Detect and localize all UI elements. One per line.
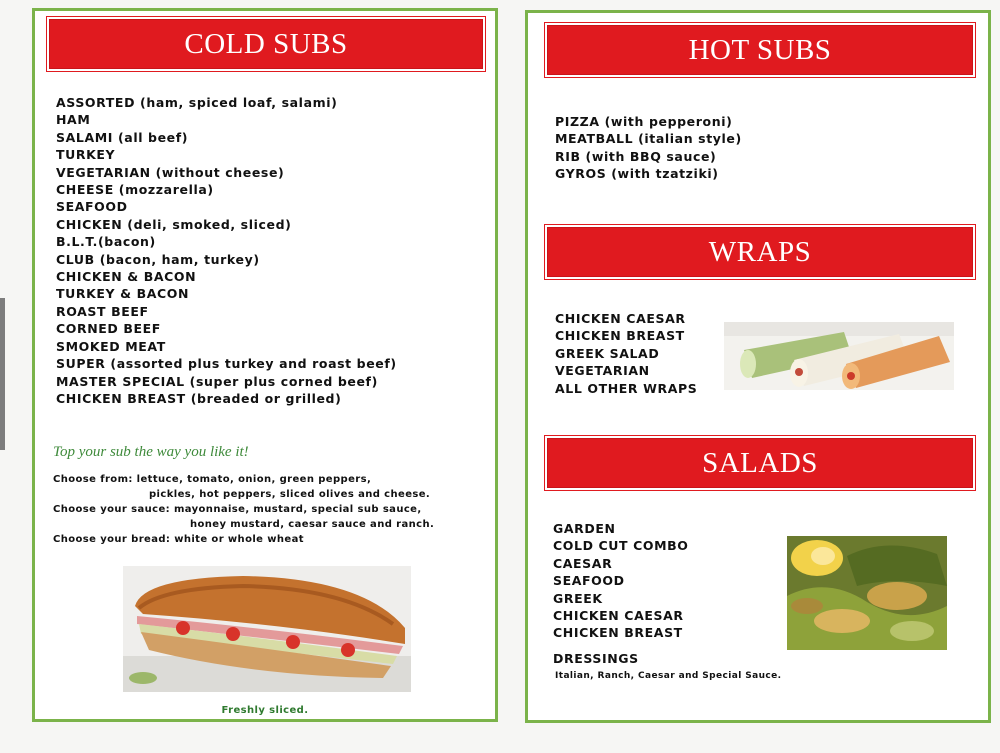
menu-item-name: ROAST BEEF bbox=[56, 303, 149, 319]
menu-item: SEAFOOD bbox=[553, 573, 625, 589]
toppings-line-1: Choose from: lettuce, tomato, onion, green peppers, bbox=[53, 474, 372, 485]
menu-item-note: (assorted plus turkey and roast beef) bbox=[105, 356, 397, 372]
toppings-tagline: Top your sub the way you like it! bbox=[53, 444, 249, 460]
menu-item bbox=[56, 338, 397, 355]
menu-item-note: (mozzarella) bbox=[113, 182, 214, 198]
menu-item bbox=[56, 303, 397, 320]
salad-photo bbox=[787, 536, 947, 650]
menu-item-name: B.L.T. bbox=[56, 234, 98, 250]
menu-item bbox=[56, 198, 397, 215]
menu-item-name: GYROS bbox=[555, 166, 607, 182]
sub-sandwich-illustration bbox=[123, 566, 411, 692]
menu-item-name: SMOKED MEAT bbox=[56, 338, 166, 354]
menu-item: CHICKEN BREAST bbox=[553, 625, 683, 641]
menu-item-name: HAM bbox=[56, 112, 91, 128]
wraps-illustration bbox=[724, 322, 954, 390]
menu-item-note: (without cheese) bbox=[150, 164, 285, 180]
hot-subs-title: HOT SUBS bbox=[688, 33, 832, 66]
menu-item bbox=[56, 111, 397, 128]
menu-item bbox=[56, 164, 397, 181]
sauce-line-1: Choose your sauce: mayonnaise, mustard, special sub sauce, bbox=[53, 504, 422, 515]
menu-item bbox=[56, 390, 397, 407]
menu-item: CHICKEN BREAST bbox=[555, 328, 685, 344]
menu-item-name: CHEESE bbox=[56, 182, 114, 198]
menu-item bbox=[56, 251, 397, 268]
menu-item bbox=[56, 129, 397, 146]
menu-item bbox=[56, 355, 397, 372]
hot-menu-panel bbox=[525, 10, 991, 723]
menu-item-note: (all beef) bbox=[113, 129, 189, 145]
bread-line: Choose your bread: white or whole wheat bbox=[53, 534, 304, 545]
dressings-title: DRESSINGS bbox=[553, 651, 639, 666]
menu-item-note: (bacon, ham, turkey) bbox=[94, 251, 260, 267]
menu-item: GREEK SALAD bbox=[555, 345, 660, 361]
salads-list bbox=[553, 520, 689, 642]
cold-subs-title: COLD SUBS bbox=[184, 27, 348, 60]
menu-item bbox=[56, 268, 397, 285]
menu-item: CHICKEN CAESAR bbox=[553, 608, 684, 624]
wraps-list bbox=[555, 310, 697, 397]
menu-item-name: MEATBALL bbox=[555, 131, 634, 147]
wraps-banner bbox=[547, 227, 973, 277]
cold-subs-panel bbox=[32, 8, 498, 722]
menu-item-name: TURKEY & BACON bbox=[56, 286, 190, 302]
menu-item-note: (bacon) bbox=[97, 234, 156, 250]
menu-item-note: (with BBQ sauce) bbox=[580, 148, 717, 164]
menu-item-name: VEGETARIAN bbox=[56, 164, 151, 180]
menu-item-note: (ham, spiced loaf, salami) bbox=[135, 95, 338, 110]
salads-title: SALADS bbox=[702, 446, 818, 479]
menu-item-name: RIB bbox=[555, 148, 581, 164]
toppings-options bbox=[53, 472, 483, 547]
menu-item bbox=[56, 373, 397, 390]
wraps-photo bbox=[724, 322, 954, 390]
menu-item bbox=[56, 320, 397, 337]
menu-item bbox=[56, 216, 397, 233]
menu-item-name: CORNED BEEF bbox=[56, 321, 161, 337]
hot-subs-list bbox=[555, 113, 742, 183]
menu-item: COLD CUT COMBO bbox=[553, 538, 689, 554]
menu-item-name: CLUB bbox=[56, 251, 95, 267]
menu-item-note: (with tzatziki) bbox=[606, 166, 719, 182]
menu-item bbox=[555, 148, 742, 165]
menu-item bbox=[555, 113, 742, 130]
toppings-line-2: pickles, hot peppers, sliced olives and cheese. bbox=[149, 489, 431, 500]
sub-sandwich-photo bbox=[123, 566, 411, 692]
menu-item bbox=[56, 181, 397, 198]
menu-item: VEGETARIAN bbox=[555, 363, 650, 379]
menu-item-name: TURKEY bbox=[56, 147, 116, 163]
hot-subs-banner bbox=[547, 25, 973, 75]
salads-banner bbox=[547, 438, 973, 488]
cold-subs-list bbox=[56, 94, 397, 407]
menu-item-note: (breaded or grilled) bbox=[185, 390, 342, 406]
cold-subs-banner bbox=[49, 19, 483, 69]
menu-item-note: (super plus corned beef) bbox=[184, 373, 378, 389]
menu-item: GARDEN bbox=[553, 521, 616, 536]
menu-item: GREEK bbox=[553, 590, 603, 606]
menu-item-name: CHICKEN bbox=[56, 216, 123, 232]
menu-item-name: ASSORTED bbox=[56, 95, 136, 110]
menu-item-name: SALAMI bbox=[56, 129, 114, 145]
menu-item-name: MASTER SPECIAL bbox=[56, 373, 185, 389]
menu-item-name: CHICKEN & BACON bbox=[56, 269, 197, 285]
menu-item-note: (deli, smoked, sliced) bbox=[122, 216, 292, 232]
menu-item-note: (italian style) bbox=[633, 131, 742, 147]
menu-item: CHICKEN CAESAR bbox=[555, 311, 686, 326]
menu-item-note: (with pepperoni) bbox=[599, 114, 733, 129]
menu-item bbox=[56, 285, 397, 302]
dressings-list: Italian, Ranch, Caesar and Special Sauce. bbox=[555, 671, 782, 681]
menu-item bbox=[555, 130, 742, 147]
menu-item bbox=[56, 94, 397, 111]
sauce-line-2: honey mustard, caesar sauce and ranch. bbox=[190, 519, 435, 530]
wraps-title: WRAPS bbox=[708, 235, 812, 268]
menu-item bbox=[555, 165, 742, 182]
menu-item-name: PIZZA bbox=[555, 114, 600, 129]
menu-item: ALL OTHER WRAPS bbox=[555, 380, 698, 396]
menu-item bbox=[56, 146, 397, 163]
menu-item-name: SEAFOOD bbox=[56, 199, 128, 215]
menu-item bbox=[56, 233, 397, 250]
menu-item-name: SUPER bbox=[56, 356, 106, 372]
salad-illustration bbox=[787, 536, 947, 650]
scan-edge-bar bbox=[0, 298, 5, 450]
menu-item-name: CHICKEN BREAST bbox=[56, 390, 186, 406]
photo-caption: Freshly sliced. bbox=[221, 705, 309, 716]
menu-item: CAESAR bbox=[553, 555, 613, 571]
